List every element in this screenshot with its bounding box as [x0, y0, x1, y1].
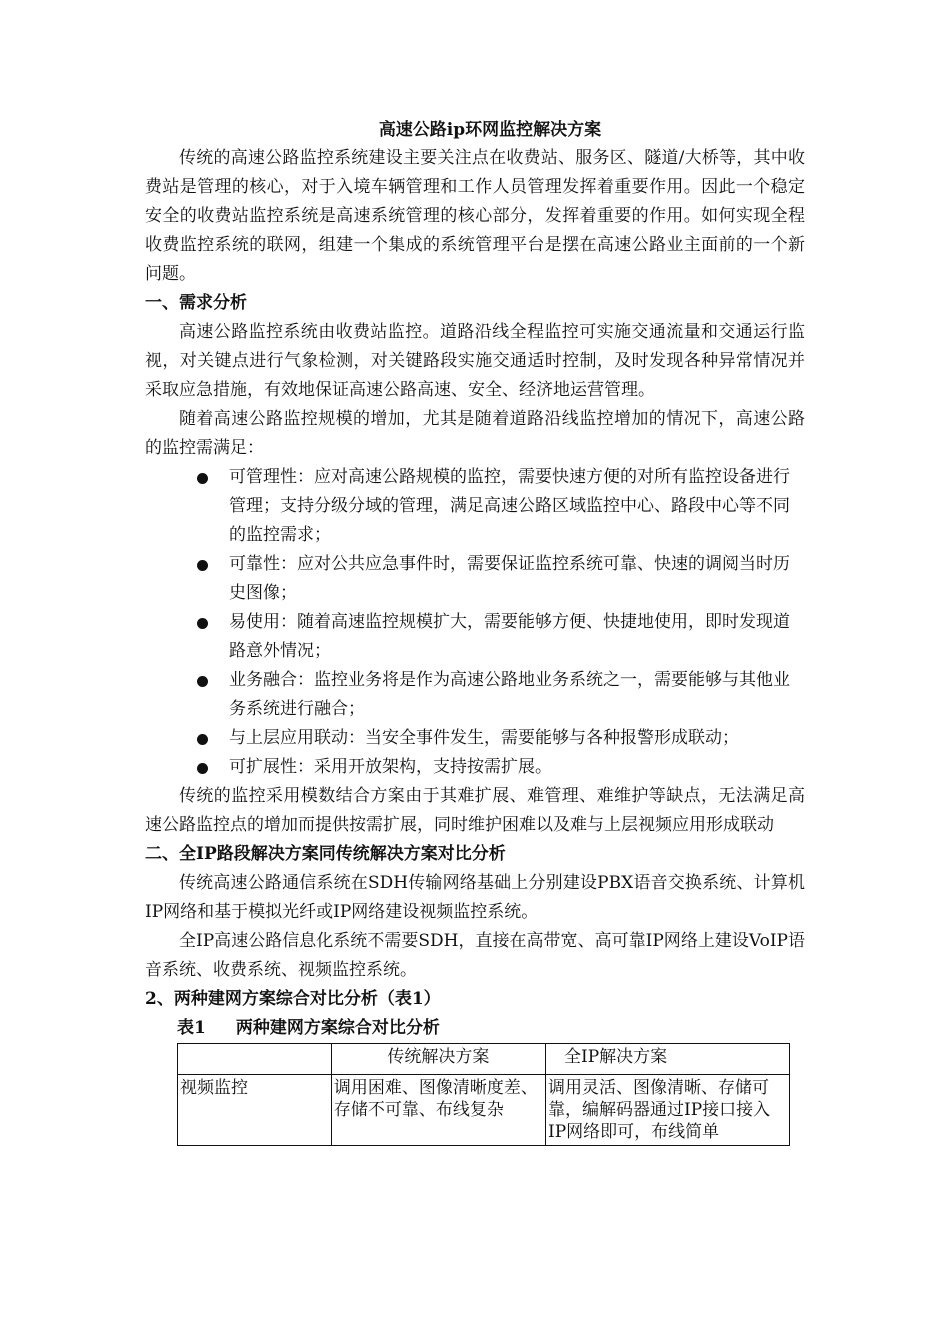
bullet-dot-icon [197, 676, 208, 687]
requirements-paragraph-2: 随着高速公路监控规模的增加，尤其是随着道路沿线监控增加的情况下，高速公路的监控需满足： [145, 409, 805, 458]
table-cell: 调用灵活、图像清晰、存储可靠，编解码器通过IP接口接入IP网络即可，布线简单 [545, 1075, 789, 1146]
list-item-text: 可靠性：应对公共应急事件时，需要保证监控系统可靠、快速的调阅当时历史图像； [229, 554, 790, 603]
document-title: 高速公路ip环网监控解决方案 [378, 120, 602, 140]
comparison-table [177, 1043, 790, 1146]
list-item [197, 753, 805, 782]
table-caption-text: 两种建网方案综合对比分析 [235, 1018, 440, 1038]
document-page [145, 118, 805, 1146]
section-heading-requirements: 一、需求分析 [145, 293, 247, 313]
section-heading-table: 2、两种建网方案综合对比分析（表1） [145, 989, 441, 1009]
bullet-dot-icon [197, 560, 208, 571]
table-header-cell [178, 1044, 332, 1075]
intro-paragraph: 传统的高速公路监控系统建设主要关注点在收费站、服务区、隧道/大桥等，其中收费站是管理的核心，对于入境车辆管理和工作人员管理发挥着重要作用。因此一个稳定安全的收费站监控系统是高速系统管理的核心部分，发挥着重要的作用。如何实现全程收费监控系统的联网，组建一个集成的系统管理平台是摆在高速公路业主面前的一个新问题。 [145, 148, 805, 284]
comparison-paragraph-1: 传统高速公路通信系统在SDH传输网络基础上分别建设PBX语音交换系统、计算机IP网络和基于模拟光纤或IP网络建设视频监控系统。 [145, 873, 805, 922]
list-item [197, 724, 805, 753]
list-item-text: 可管理性：应对高速公路规模的监控，需要快速方便的对所有监控设备进行管理；支持分级分域的管理，满足高速公路区域监控中心、路段中心等不同的监控需求； [229, 467, 790, 545]
bullet-dot-icon [197, 763, 208, 774]
table-caption [177, 1014, 805, 1043]
list-item-text: 业务融合：监控业务将是作为高速公路地业务系统之一，需要能够与其他业务系统进行融合； [229, 670, 790, 719]
bullet-dot-icon [197, 618, 208, 629]
table-header-cell: 传统解决方案 [331, 1044, 545, 1075]
requirements-paragraph-1: 高速公路监控系统由收费站监控。道路沿线全程监控可实施交通流量和交通运行监视，对关键点进行气象检测，对关键路段实施交通适时控制，及时发现各种异常情况并采取应急措施，有效地保证高速公路高速、安全、经济地运营管理。 [145, 322, 805, 400]
requirements-bullet-list [145, 463, 805, 782]
bullet-dot-icon [197, 734, 208, 745]
bullet-dot-icon [197, 473, 208, 484]
table-header-row [178, 1044, 790, 1075]
list-item-text: 可扩展性：采用开放架构，支持按需扩展。 [229, 757, 552, 777]
list-item [197, 666, 805, 724]
list-item-text: 易使用：随着高速监控规模扩大，需要能够方便、快捷地使用，即时发现道路意外情况； [229, 612, 790, 661]
table-cell: 视频监控 [178, 1075, 332, 1146]
table-caption-label: 表1 [177, 1018, 206, 1038]
comparison-paragraph-2: 全IP高速公路信息化系统不需要SDH，直接在高带宽、高可靠IP网络上建设VoIP语音系统、收费系统、视频监控系统。 [145, 931, 805, 980]
table-header-cell: 全IP解决方案 [545, 1044, 789, 1075]
list-item [197, 550, 805, 608]
table-row [178, 1075, 790, 1146]
section-heading-comparison: 二、全IP路段解决方案同传统解决方案对比分析 [145, 844, 506, 864]
list-item-text: 与上层应用联动：当安全事件发生，需要能够与各种报警形成联动； [229, 728, 739, 748]
list-item [197, 463, 805, 550]
requirements-paragraph-3: 传统的监控采用模数结合方案由于其难扩展、难管理、难维护等缺点，无法满足高速公路监控点的增加而提供按需扩展，同时维护困难以及难与上层视频应用形成联动 [145, 786, 805, 835]
table-cell: 调用困难、图像清晰度差、存储不可靠、布线复杂 [331, 1075, 545, 1146]
list-item [197, 608, 805, 666]
